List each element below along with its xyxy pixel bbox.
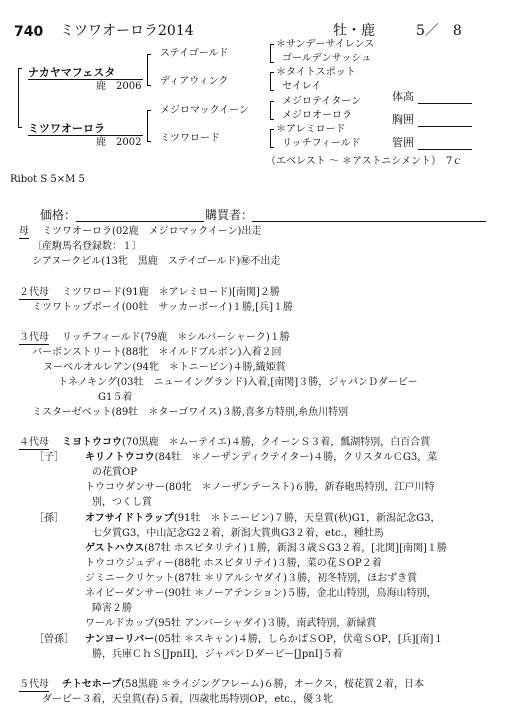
gen2-line-1: ミツワロード(91鹿 ＊アレミロード)[南関]２勝 [62,287,280,298]
gen4-lead-name: ミヨトウコウ [62,437,122,448]
lot-number: 740 [14,24,44,40]
pedigree-bracket [18,68,22,128]
gen3-5: メジロテイターン [282,96,362,107]
children-label: ［子］ [34,452,64,463]
sire-sire: ステイゴールド [160,48,229,59]
mother-line-3: シアヌークピル(13牝 黒鹿 ステイゴールド)㊙不出走 [32,256,281,267]
birth-date: 5／ 8 [416,23,462,39]
cannon-field [418,149,472,150]
grandchild-5-cont: 障害２勝 [92,603,132,614]
child-2-name: トウコウダンサー [85,482,165,493]
gen3-line-5: G1５着 [98,392,133,403]
grandchild-2 [85,544,447,554]
dam-info: 鹿 2002 [96,137,142,148]
grandchild-2-name: ゲストハウス [85,543,145,554]
gen3-line-6: ミスターゼベット(89牡 ＊ターゴワイス)３勝,喜多方特別,糸魚川特別 [32,407,349,418]
gen5-cont: ダービー３着，天皇賞(春)５着，四歳牝馬特別OP，etc.，優３牝 [42,694,334,705]
grandchild-5-name: ネイビーダンサー [85,588,165,599]
gen3-line-1: リッチフィールド(79鹿 ＊シルバーシャーク)１勝 [62,332,290,343]
mother-line-2: 〔産駒馬名登録数：１〕 [32,241,142,252]
gen3-line-2: バーボンストリート(88牝 ＊イルドブルボン)入着２回 [32,347,282,358]
grandchild-3-name: トウコウジュディー [85,558,174,569]
dam-dam: ミツワロード [160,133,220,144]
grandchild-3-rest: (88牝 ホスピタリテイ)３勝，菜の花ＳOP２着 [174,558,382,569]
grandchild-5 [85,589,436,599]
gen4-lead [62,438,430,448]
sire-info: 鹿 2006 [96,81,142,92]
grandchildren-label: ［孫］ [34,513,64,524]
inbreeding: Ribot S 5×M 5 [10,174,85,185]
gen3-8: リッチフィールド [282,138,361,149]
gen5-label: ５代母 [19,679,49,690]
girth-label: 胸囲 [392,113,414,126]
grandchild-1-cont: 七夕賞G3，中山記念G2２着，新潟大賞典G3２着，etc.，種牡馬 [92,528,384,539]
gen5-lead-rest: (58黒鹿 ＊ライジングフレーム)６勝，オークス，桜花賞２着，日本 [121,679,424,690]
great-grand-name: ナンヨーリバー [85,634,155,645]
grandchild-4 [85,574,417,584]
great-grand [85,635,443,645]
gen2-line-2: ミツワトップボーイ(00牡 サッカーボーイ)１勝,[兵]１勝 [32,302,294,313]
gen3-6: メジロオーロラ [282,110,352,121]
gen4-label: ４代母 [19,437,49,448]
height-field [418,103,472,104]
gen3-line-3: ヌーベルオルレアン(94牝 ＊トニービン)４勝,織姫賞 [43,362,286,373]
grandchild-5-rest: (90牡 ＊ノーアテンション)５勝，金北山特別，鳥海山特別， [164,588,437,599]
gen3-7: ＊アレミロード [276,124,346,135]
sex-color: 牡・鹿 [333,23,375,39]
dam-name: ミツワオーロラ [28,122,105,135]
buyer-label: 購買者： [205,208,254,222]
price-field [76,221,204,222]
child-2-cont: 別，つくし賞 [92,497,152,508]
gen4-lead-rest: (70黒鹿 ＊ムーテイエ)４勝，クイーンＳ３着，瓢湖特別，白百合賞 [122,437,431,448]
grandchild-2-rest: (87牡 ホスピタリテイ)１勝，新潟３歳ＳG3２着，[北関][南関]１勝 [144,543,447,554]
gen3-line-4: トネノキング(03牡 ニューイングランド)入着,[南関]３勝，ジャパンＤダービー [58,377,418,388]
gen3-label: ３代母 [19,332,49,343]
horse-name: ミツワオーロラ2014 [60,23,194,39]
girth-field [418,126,472,127]
child-1-rest: (84牡 ＊ノーザンディクテイター)４勝，クリスタルＣG3，菜 [154,452,438,463]
gen3-1: ＊サンデーサイレンス [276,39,375,50]
great-grand-rest: (05牡 ＊スキャン)４勝，しらかばＳOP，伏竜ＳOP，[兵][南]１ [154,634,444,645]
great-grand-label: ［曽孫］ [34,634,74,645]
gen5-lead-name: チトセホープ [62,679,122,690]
grandchild-3 [85,559,382,569]
family-note: （エベレスト ～ ＊アストニシメント） 7ｃ [266,156,463,167]
height-label: 体高 [392,90,414,103]
grandchild-4-rest: (87牡 ＊リアルシヤダイ)３勝，初冬特別，ほおずき賞 [174,573,418,584]
gen3-4: セイレイ [282,81,322,92]
grandchild-4-name: ジミニークリケット [85,573,175,584]
grandchild-1 [85,514,440,524]
mother-line-1: ミツワオーロラ(02鹿 メジロマックイーン)出走 [42,226,262,237]
child-2-rest: (80牝 ＊ノーザンテースト)６勝，新春砲馬特別，江戸川特 [165,482,435,493]
grandchild-6 [85,619,376,629]
gen2-label: ２代母 [19,287,49,298]
gen3-2: ゴールデンサッシュ [282,53,372,64]
great-grand-cont: 勝，兵庫ＣｈＳ[JpnII]，ジャパンＤダービー[JpnI]５着 [92,649,343,660]
cannon-label: 管囲 [392,136,414,149]
gen3-3: ＊タイトスポット [276,67,356,78]
grandchild-1-rest: (91牡 ＊トニービン)７勝，天皇賞(秋)G1，新潟記念G3， [173,513,441,524]
child-1-name: キリノトウコウ [85,452,155,463]
child-1-cont: の花賞OP [92,467,137,478]
grandchild-6-name: ワールドカップ [85,618,155,629]
buyer-field [252,221,486,222]
dam-sire: メジロマックイーン [160,105,249,116]
grandchild-6-rest: (95牡 アンバーシャダイ)３勝，南武特別，新緑賞 [154,618,377,629]
sire-name: ナカヤマフェスタ [28,66,116,79]
sire-dam: ディアウィンク [160,76,229,87]
child-1 [85,453,437,463]
gen5-lead [62,680,424,690]
mother-label: 母 [19,226,29,237]
grandchild-1-name: オフサイドトラップ [85,513,174,524]
price-label: 価格： [40,208,77,222]
child-2 [85,483,435,493]
